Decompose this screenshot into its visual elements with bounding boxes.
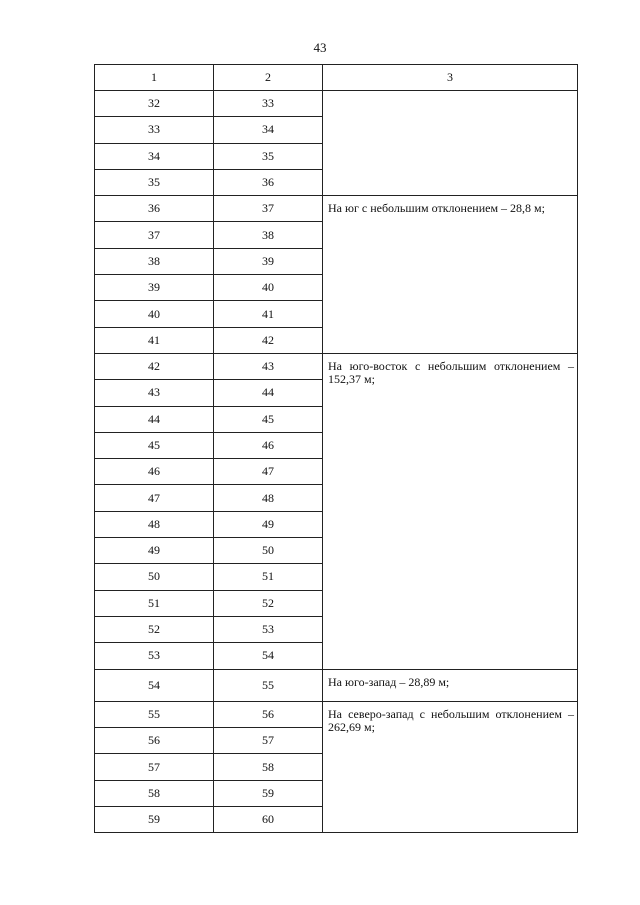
point-from: 44 (95, 406, 214, 432)
point-from: 49 (95, 538, 214, 564)
point-from: 58 (95, 780, 214, 806)
direction-description (323, 353, 578, 669)
point-to: 38 (214, 222, 323, 248)
header-col-1: 1 (95, 65, 214, 91)
point-to: 35 (214, 143, 323, 169)
point-to: 55 (214, 669, 323, 701)
point-to: 42 (214, 327, 323, 353)
point-to: 33 (214, 91, 323, 117)
point-from: 35 (95, 169, 214, 195)
point-from: 50 (95, 564, 214, 590)
point-from: 40 (95, 301, 214, 327)
table-row (95, 353, 578, 379)
point-from: 57 (95, 754, 214, 780)
direction-description (323, 701, 578, 832)
point-to: 60 (214, 807, 323, 833)
point-to: 56 (214, 701, 323, 727)
point-to: 59 (214, 780, 323, 806)
point-to: 37 (214, 196, 323, 222)
point-to: 39 (214, 248, 323, 274)
point-to: 47 (214, 459, 323, 485)
point-to: 54 (214, 643, 323, 669)
direction-description (323, 669, 578, 701)
point-from: 56 (95, 728, 214, 754)
point-to: 34 (214, 117, 323, 143)
direction-text: На юго-восток с небольшим отклонением – 152,37 м; (328, 358, 574, 386)
point-from: 32 (95, 91, 214, 117)
point-from: 47 (95, 485, 214, 511)
point-from: 45 (95, 432, 214, 458)
direction-text: На северо-запад с небольшим отклонением – 262,69 м; (328, 706, 574, 734)
point-from: 59 (95, 807, 214, 833)
point-to: 36 (214, 169, 323, 195)
point-from: 54 (95, 669, 214, 701)
point-from: 36 (95, 196, 214, 222)
header-col-3: 3 (323, 65, 578, 91)
header-col-2: 2 (214, 65, 323, 91)
point-to: 57 (214, 728, 323, 754)
table-row (95, 701, 578, 727)
point-to: 43 (214, 353, 323, 379)
point-to: 51 (214, 564, 323, 590)
point-from: 46 (95, 459, 214, 485)
direction-text: На юг с небольшим отклонением – 28,8 м; (328, 201, 545, 216)
direction-description (323, 196, 578, 354)
point-from: 43 (95, 380, 214, 406)
table-header-row (95, 65, 578, 91)
point-to: 52 (214, 590, 323, 616)
point-to: 41 (214, 301, 323, 327)
point-from: 55 (95, 701, 214, 727)
point-from: 48 (95, 511, 214, 537)
boundary-table (94, 64, 578, 833)
point-to: 53 (214, 616, 323, 642)
direction-description (323, 91, 578, 196)
table-row (95, 669, 578, 701)
point-from: 53 (95, 643, 214, 669)
page-number: 43 (313, 40, 327, 55)
point-from: 38 (95, 248, 214, 274)
table-body (95, 65, 578, 833)
point-to: 46 (214, 432, 323, 458)
point-to: 49 (214, 511, 323, 537)
point-to: 40 (214, 275, 323, 301)
direction-text: На юго-запад – 28,89 м; (328, 674, 450, 689)
point-to: 50 (214, 538, 323, 564)
point-from: 41 (95, 327, 214, 353)
point-from: 33 (95, 117, 214, 143)
point-to: 58 (214, 754, 323, 780)
table-row (95, 196, 578, 222)
point-to: 48 (214, 485, 323, 511)
point-from: 42 (95, 353, 214, 379)
point-to: 45 (214, 406, 323, 432)
point-to: 44 (214, 380, 323, 406)
point-from: 52 (95, 616, 214, 642)
point-from: 39 (95, 275, 214, 301)
point-from: 34 (95, 143, 214, 169)
point-from: 37 (95, 222, 214, 248)
table-row (95, 91, 578, 117)
point-from: 51 (95, 590, 214, 616)
